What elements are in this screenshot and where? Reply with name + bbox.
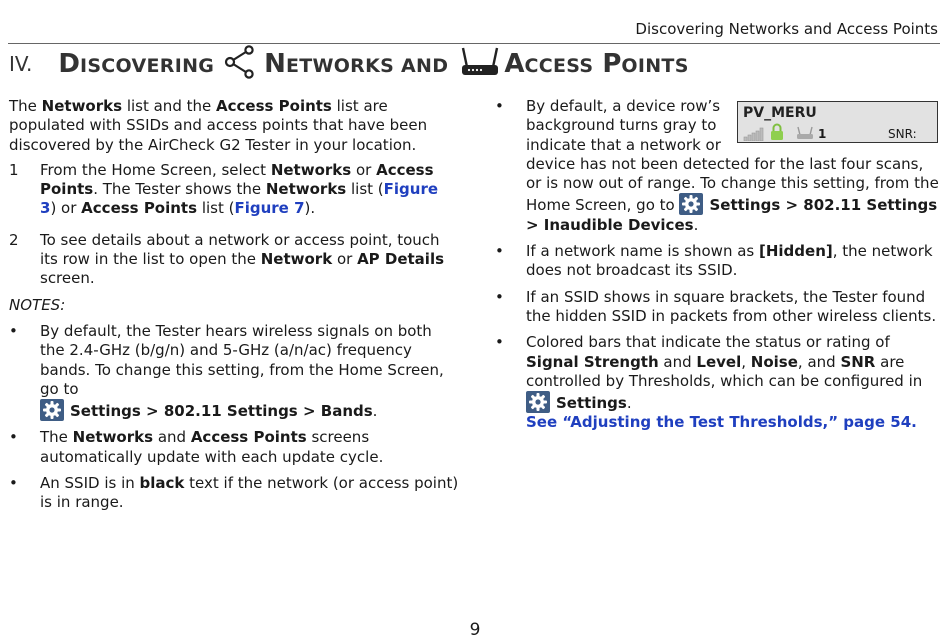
note-black-text: • An SSID is in black text if the network (or access point) is in range. — [9, 474, 459, 512]
device-row-snr: SNR: — [888, 127, 917, 141]
settings-gear-icon — [526, 391, 550, 413]
device-row-ssid: PV_MERU — [743, 105, 817, 121]
device-row-count: 1 — [818, 127, 827, 141]
note-hidden: • If a network name is shown as [Hidden], the network does not broadcast its SSID. — [495, 242, 933, 280]
settings-gear-icon — [679, 193, 703, 215]
page-number: 9 — [469, 620, 481, 640]
note-gray-row: • PV_MERU 1 SNR: By default, a device row’s background turns gray to indicate that a network or device has not been detected for the last four scans, or is now out of range. To change this setting, from the Home Screen, go to Settings > 802.11 Settings > Inaudible Devices. — [495, 97, 939, 234]
intro-paragraph: The Networks list and the Access Points list are populated with SSIDs and access points that have been discovered by the AirCheck G2 Tester in your location. — [9, 97, 428, 154]
right-column — [495, 97, 941, 433]
title-word-discovering: D ISCOVERING — [58, 49, 215, 79]
left-column — [9, 97, 459, 513]
step-number: 2 — [9, 230, 19, 249]
access-point-icon — [796, 126, 814, 145]
figure-7-link[interactable]: Figure 7 — [234, 199, 305, 218]
router-icon — [460, 45, 500, 83]
bullet: • — [9, 474, 18, 493]
title-word-points: P OINTS — [602, 49, 689, 79]
note-colored-bars: • Colored bars that indicate the status or rating of Signal Strength and Level, Noise, and SNR are controlled by Thresholds, which can be configured in Settings. See “Adjusting the Test Thresholds,” page 54. — [495, 333, 923, 432]
bullet: • — [9, 428, 18, 447]
step-number: 1 — [9, 160, 19, 179]
step-1: 1 From the Home Screen, select Networks or Access Points. The Tester shows the Networks list (Figure 3) or Access Points list (Figure 7). — [9, 160, 439, 218]
bullet: • — [495, 97, 504, 115]
chapter-title — [9, 44, 689, 84]
note-update-cycle: • The Networks and Access Points screens automatically update with each update cycle. — [9, 428, 384, 466]
bullet: • — [495, 287, 504, 306]
device-row-sample — [737, 101, 938, 143]
thresholds-link[interactable]: See “Adjusting the Test Thresholds,” page 54. — [526, 413, 917, 432]
note-square-brackets: • If an SSID shows in square brackets, the Tester found the hidden SSID in packets from other wireless clients. — [495, 287, 937, 325]
note-bands: • By default, the Tester hears wireless signals on both the 2.4-GHz (b/g/n) and 5-GHz (a/n/ac) frequency bands. To change this setting, from the Home Screen, go to Settings > 802.11 Settings > Bands. — [9, 321, 444, 421]
network-share-icon — [222, 45, 256, 83]
lock-icon — [770, 123, 784, 146]
chapter-number: IV. — [9, 52, 33, 76]
bullet: • — [9, 321, 18, 340]
step-2: 2 To see details about a network or access point, touch its row in the list to open the Network or AP Details screen. — [9, 230, 445, 288]
figure-3-link[interactable]: Figure 3 — [40, 180, 439, 218]
notes-heading: NOTES: — [9, 295, 66, 314]
settings-gear-icon — [40, 399, 64, 421]
signal-bars-icon — [743, 127, 765, 146]
running-header: Discovering Networks and Access Points — [635, 20, 938, 38]
bullet: • — [495, 333, 504, 352]
title-word-access: A CCESS — [504, 49, 594, 79]
bullet: • — [495, 242, 504, 261]
title-word-networks-and: N ETWORKS AND — [264, 49, 449, 79]
